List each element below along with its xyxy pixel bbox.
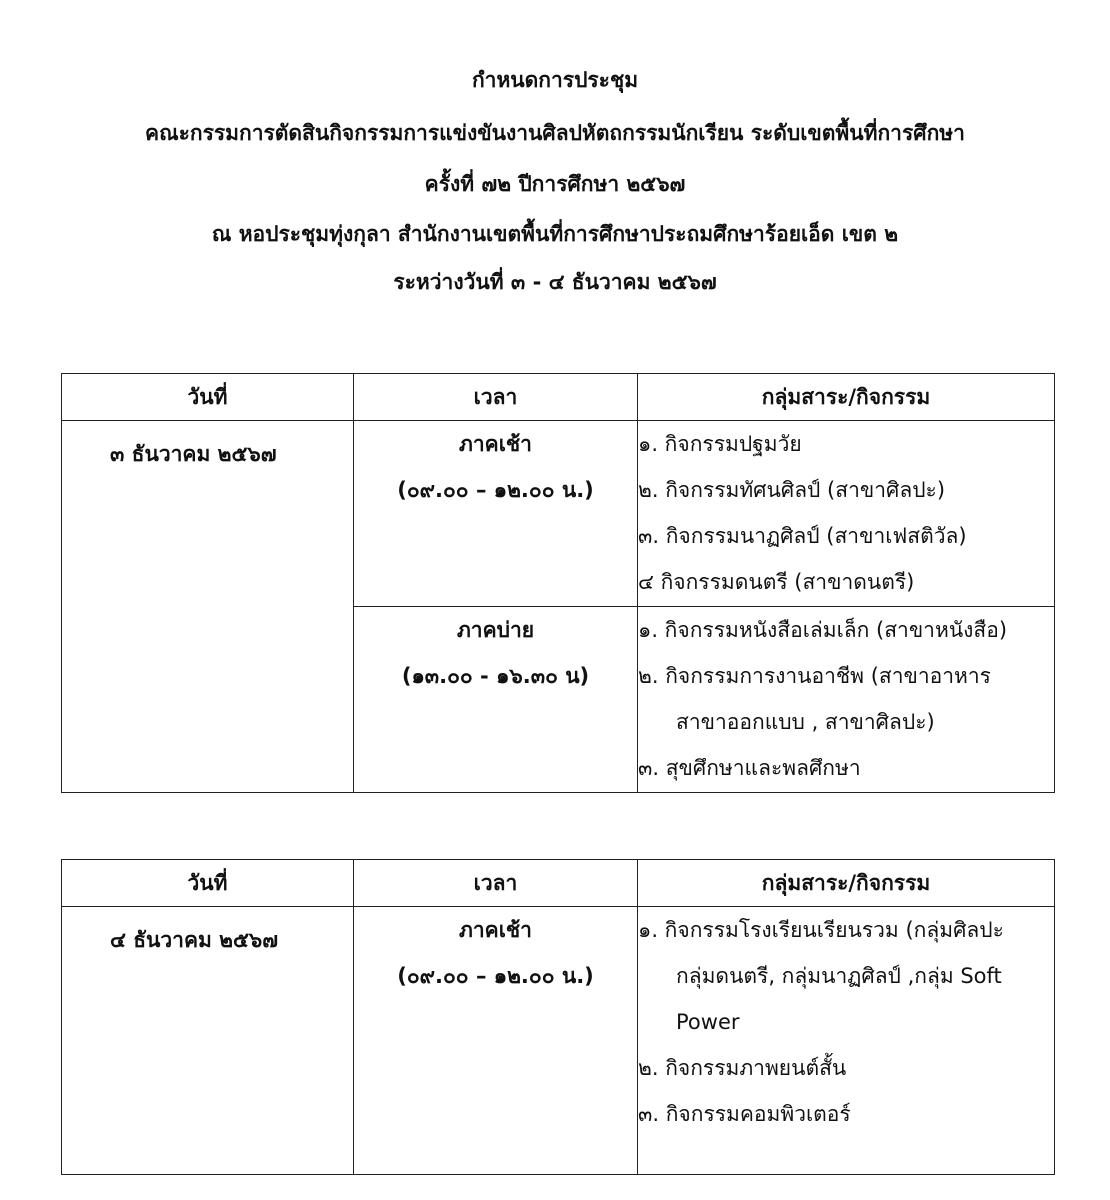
list-item: ๓. กิจกรรมนาฏศิลป์ (สาขาเฟสติวัล): [638, 524, 967, 548]
list-item: Power: [676, 1010, 740, 1034]
header-line-1: กำหนดการประชุม: [471, 68, 639, 92]
date-text: ๔ ธันวาคม ๒๕๖๗: [110, 928, 279, 952]
session-label: ภาคเช้า: [459, 918, 532, 942]
list-item: ๑. กิจกรรมโรงเรียนเรียนรวม (กลุ่มศิลปะ: [638, 918, 1004, 942]
activity-cell-morning: [638, 421, 1055, 607]
header-line-2: คณะกรรมการตัดสินกิจกรรมการแข่งขันงานศิลปหัตถกรรมนักเรียน ระดับเขตพื้นที่การศึกษา: [145, 121, 965, 145]
column-header-activity: กลุ่มสาระ/กิจกรรม: [638, 860, 1055, 907]
schedule-table-day-1: [61, 373, 1055, 793]
header-line-5: ระหว่างวันที่ ๓ - ๔ ธันวาคม ๒๕๖๗: [393, 270, 717, 294]
list-item: ๓. กิจกรรมคอมพิวเตอร์: [638, 1102, 851, 1126]
table-row: [62, 907, 1055, 1175]
session-time: (๐๙.๐๐ – ๑๒.๐๐ น.): [397, 964, 594, 988]
time-cell-morning: [354, 907, 638, 1175]
table-header-row: [62, 374, 1055, 421]
header-line-3: ครั้งที่ ๗๒ ปีการศึกษา ๒๕๖๗: [424, 172, 686, 196]
list-item: ๑. กิจกรรมปฐมวัย: [638, 432, 802, 456]
activity-cell-afternoon: [638, 607, 1055, 793]
activity-cell-morning: [638, 907, 1055, 1175]
list-item: ๒. กิจกรรมการงานอาชีพ (สาขาอาหาร: [638, 664, 991, 688]
table-header-row: [62, 860, 1055, 907]
time-cell-morning: [354, 421, 638, 607]
list-item: ๒. กิจกรรมภาพยนต์สั้น: [638, 1056, 847, 1080]
list-item: ๑. กิจกรรมหนังสือเล่มเล็ก (สาขาหนังสือ): [638, 618, 1008, 642]
session-time: (๐๙.๐๐ – ๑๒.๐๐ น.): [397, 478, 594, 502]
list-item: ๔ กิจกรรมดนตรี (สาขาดนตรี): [638, 570, 915, 594]
table-row: [62, 421, 1055, 607]
session-label: ภาคเช้า: [459, 432, 532, 456]
column-header-activity: กลุ่มสาระ/กิจกรรม: [638, 374, 1055, 421]
session-label: ภาคบ่าย: [456, 618, 535, 642]
date-cell: [62, 421, 354, 793]
column-header-date: วันที่: [62, 374, 354, 421]
list-item: กลุ่มดนตรี, กลุ่มนาฏศิลป์ ,กลุ่ม Soft: [676, 964, 1002, 988]
list-item: ๓. สุขศึกษาและพลศึกษา: [638, 756, 861, 780]
session-time: (๑๓.๐๐ - ๑๖.๓๐ น): [401, 664, 590, 688]
time-cell-afternoon: [354, 607, 638, 793]
date-cell: [62, 907, 354, 1175]
list-item: สาขาออกแบบ , สาขาศิลปะ): [676, 710, 935, 734]
column-header-date: วันที่: [62, 860, 354, 907]
date-text: ๓ ธันวาคม ๒๕๖๗: [110, 442, 277, 466]
list-item: ๒. กิจกรรมทัศนศิลป์ (สาขาศิลปะ): [638, 478, 946, 502]
header-line-4: ณ หอประชุมทุ่งกุลา สำนักงานเขตพื้นที่การศึกษาประถมศึกษาร้อยเอ็ด เขต ๒: [211, 222, 899, 246]
schedule-table-day-2: [61, 859, 1055, 1175]
column-header-time: เวลา: [354, 860, 638, 907]
column-header-time: เวลา: [354, 374, 638, 421]
